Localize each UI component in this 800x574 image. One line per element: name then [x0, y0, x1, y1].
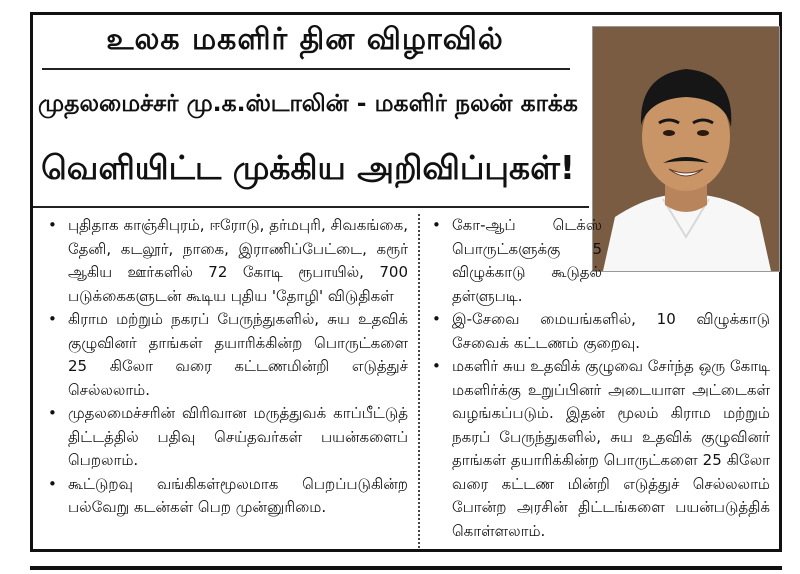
bullet-icon: •: [432, 216, 441, 234]
list-item: [430, 355, 770, 543]
column-divider: [418, 214, 420, 548]
bullet-icon: •: [432, 310, 441, 328]
list-item: [46, 402, 408, 473]
headline-event: உலக மகளிர் தின விழாவில்: [106, 22, 504, 57]
announcement-text: கோ-ஆப் டெக்ஸ் பொருட்களுக்கு 5 விழுக்காடு கூடுதல் தள்ளுபடி.: [452, 216, 602, 305]
announcement-text: மகளிர் சுய உதவிக் குழுவை சேர்ந்த ஒரு கோடி மகளிர்க்கு உறுப்பினர் அடையாள அட்டைகள் வழங்கப்படும். இதன் மூலம் கிராம மற்றும் நகரப் பேருந்துகளில், சுய உதவிக் குழுவினர் தாங்கள் தயாரிக்கின்ற பொருட்களை 25 கிலோ வரை கட்டண மின்றி எடுத்துச் செல்லலாம் போன்ற அரசின் திட்டங்களை பயன்படுத்திக் கொள்ளலாம்.: [452, 357, 770, 540]
bullet-icon: •: [48, 474, 57, 493]
bullet-icon: •: [48, 216, 57, 234]
headline-announcements: வெளியிட்ட முக்கிய அறிவிப்புகள்!: [41, 148, 575, 187]
list-item: [430, 214, 602, 308]
list-item: [430, 308, 770, 355]
bullet-icon: •: [48, 404, 57, 422]
bullet-icon: •: [432, 357, 441, 375]
announcement-text: முதலமைச்சரின் விரிவான மருத்துவக் காப்பீட்டுத் திட்டத்தில் பதிவு செய்தவர்கள் பயன்களைப் பெறலாம்.: [68, 404, 408, 469]
left-announcements: [46, 214, 408, 520]
list-item: [46, 473, 408, 520]
announcement-text: கூட்டுறவு வங்கிகள்மூலமாக பெறப்படுகின்ற பல்வேறு கடன்கள் பெற முன்னுரிமை.: [68, 474, 408, 516]
announcement-text: கிராம மற்றும் நகரப் பேருந்துகளில், சுய உதவிக் குழுவினர் தாங்கள் தயாரிக்கின்ற பொருட்களை 25 கிலோ வரை கட்டணமின்றி எடுத்துச் செல்லலாம்.: [68, 310, 408, 399]
headline-chief-minister: முதலமைச்சர் மு.க.ஸ்டாலின் - மகளிர் நலன் காக்க: [38, 89, 578, 117]
announcement-text: இ-சேவை மையங்களில், 10 விழுக்காடு சேவைக் கட்டணம் குறைவு.: [452, 310, 770, 352]
bullet-icon: •: [48, 310, 57, 328]
right-announcements: [430, 214, 770, 543]
list-item: [46, 308, 408, 402]
bottom-rule: [30, 566, 782, 570]
list-item: [46, 214, 408, 308]
headline-divider: [42, 68, 570, 70]
announcement-text: புதிதாக காஞ்சிபுரம், ஈரோடு, தர்மபுரி, சிவகங்கை, தேனி, கடலூர், நாகை, இராணிப்பேட்டை, கரூர் ஆகிய ஊர்களில் 72 கோடி ரூபாயில், 700 படுக்கைகளுடன் கூடிய புதிய 'தோழி' விடுதிகள்: [68, 216, 408, 305]
section-divider: [33, 206, 589, 208]
